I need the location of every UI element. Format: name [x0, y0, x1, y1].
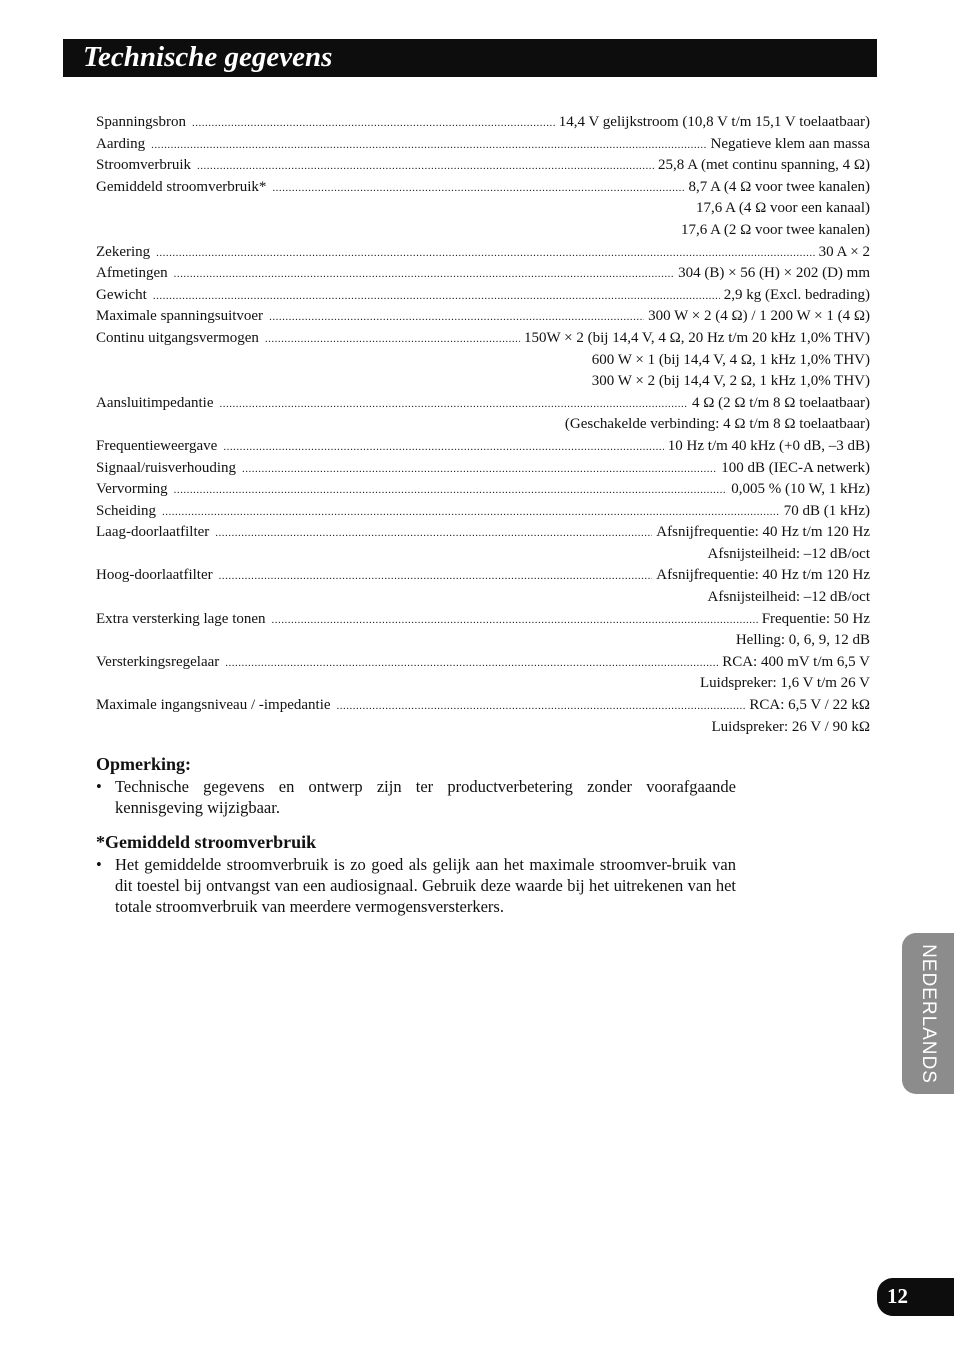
spec-label: Gemiddeld stroomverbruik*: [96, 178, 267, 195]
spec-value: 304 (B) × 56 (H) × 202 (D) mm: [678, 265, 870, 282]
page-title: Technische gegevens: [83, 41, 333, 73]
spec-label: Stroomverbruik: [96, 157, 191, 174]
spec-value: 17,6 A (4 Ω voor een kanaal): [695, 200, 870, 217]
spec-label: Aarding: [96, 135, 146, 152]
language-tab: [902, 933, 954, 1094]
spec-label: Afmetingen: [96, 265, 168, 282]
spec-row: [96, 544, 870, 566]
spec-row: [96, 177, 870, 199]
spec-value: 300 W × 2 (bij 14,4 V, 2 Ω, 1 kHz 1,0% THV): [591, 373, 870, 390]
spec-row: [96, 263, 870, 285]
spec-row: [96, 371, 870, 393]
spec-label: Spanningsbron: [96, 114, 186, 130]
page-number: 12: [887, 1284, 908, 1308]
note-item: [96, 776, 736, 818]
spec-label: Vervorming: [96, 481, 168, 498]
spec-list: [96, 112, 870, 738]
spec-value: 4 Ω (2 Ω t/m 8 Ω toelaatbaar): [692, 394, 870, 411]
dot-leader: [215, 523, 652, 545]
spec-row: [96, 414, 870, 436]
spec-row: [96, 501, 870, 523]
spec-row: [96, 673, 870, 695]
dot-leader: [269, 307, 644, 329]
power-note-heading: *Gemiddeld stroomverbruik: [96, 832, 317, 852]
spec-label: Extra versterking lage tonen: [96, 610, 266, 627]
dot-leader: [162, 502, 780, 524]
dot-leader: [156, 243, 814, 265]
spec-value: 14,4 V gelijkstroom (10,8 V t/m 15,1 V toelaatbaar): [558, 114, 870, 130]
dot-leader: [174, 264, 674, 286]
spec-row: [96, 479, 870, 501]
dot-leader: [192, 113, 555, 135]
spec-value: 150W × 2 (bij 14,4 V, 4 Ω, 20 Hz t/m 20 kHz 1,0% THV): [524, 329, 870, 346]
bullet: •: [96, 855, 102, 874]
dot-leader: [174, 480, 728, 502]
spec-label: Frequentieweergave: [96, 437, 218, 454]
note-text: Technische gegevens en ontwerp zijn ter productverbetering zonder voorafgaande kennisgeving wijzigbaar.: [115, 777, 736, 817]
page-number-tab: [877, 1278, 954, 1316]
spec-row: [96, 350, 870, 372]
dot-leader: [151, 135, 706, 157]
spec-row: [96, 587, 870, 609]
spec-value: 70 dB (1 kHz): [783, 502, 870, 519]
spec-value: 600 W × 1 (bij 14,4 V, 4 Ω, 1 kHz 1,0% THV): [591, 351, 870, 368]
spec-label: Scheiding: [96, 502, 156, 519]
spec-row: [96, 220, 870, 242]
spec-value: Afsnijfrequentie: 40 Hz t/m 120 Hz: [656, 524, 870, 541]
spec-value: Afsnijsteilheid: –12 dB/oct: [707, 589, 870, 606]
dot-leader: [153, 286, 720, 308]
spec-value: (Geschakelde verbinding: 4 Ω t/m 8 Ω toelaatbaar): [564, 416, 870, 433]
spec-row: [96, 652, 870, 674]
spec-row: [96, 630, 870, 652]
spec-value: Luidspreker: 26 V / 90 kΩ: [711, 718, 870, 735]
bullet: •: [96, 777, 102, 796]
dot-leader: [337, 696, 746, 718]
spec-row: [96, 436, 870, 458]
spec-label: Versterkingsregelaar: [96, 653, 220, 670]
spec-row: [96, 565, 870, 587]
spec-row: [96, 112, 870, 134]
dot-leader: [225, 653, 718, 675]
spec-value: Afsnijfrequentie: 40 Hz t/m 120 Hz: [656, 567, 870, 584]
spec-value: RCA: 6,5 V / 22 kΩ: [749, 697, 870, 714]
spec-row: [96, 285, 870, 307]
dot-leader: [242, 459, 717, 481]
spec-label: Hoog-doorlaatfilter: [96, 567, 213, 584]
spec-row: [96, 458, 870, 480]
spec-label: Aansluitimpedantie: [96, 394, 214, 411]
dot-leader: [265, 329, 520, 351]
spec-row: [96, 242, 870, 264]
dot-leader: [197, 156, 654, 178]
spec-row: [96, 134, 870, 156]
spec-value: 2,9 kg (Excl. bedrading): [723, 286, 870, 303]
spec-value: 17,6 A (2 Ω voor twee kanalen): [680, 221, 870, 238]
language-label: NEDERLANDS: [918, 943, 939, 1084]
spec-value: 100 dB (IEC-A netwerk): [721, 459, 870, 476]
spec-value: Luidspreker: 1,6 V t/m 26 V: [700, 675, 870, 692]
spec-label: Laag-doorlaatfilter: [96, 524, 210, 541]
title-bar: [63, 39, 877, 77]
spec-value: Frequentie: 50 Hz: [761, 610, 870, 627]
spec-value: Afsnijsteilheid: –12 dB/oct: [707, 545, 870, 562]
dot-leader: [223, 437, 663, 459]
spec-row: [96, 393, 870, 415]
spec-row: [96, 306, 870, 328]
notes-section: [96, 752, 736, 917]
spec-row: [96, 522, 870, 544]
dot-leader: [272, 178, 684, 200]
spec-row: [96, 695, 870, 717]
spec-label: Gewicht: [96, 286, 147, 303]
spec-label: Continu uitgangsvermogen: [96, 329, 259, 346]
spec-value: RCA: 400 mV t/m 6,5 V: [722, 653, 870, 670]
spec-row: [96, 609, 870, 631]
power-note-item: [96, 854, 736, 917]
spec-label: Maximale spanningsuitvoer: [96, 308, 264, 325]
spec-value: Helling: 0, 6, 9, 12 dB: [735, 632, 870, 649]
note-heading: Opmerking:: [96, 754, 192, 774]
spec-value: 8,7 A (4 Ω voor twee kanalen): [688, 178, 870, 195]
spec-value: 300 W × 2 (4 Ω) / 1 200 W × 1 (4 Ω): [648, 308, 870, 325]
spec-row: [96, 328, 870, 350]
spec-value: 0,005 % (10 W, 1 kHz): [731, 481, 870, 498]
spec-row: [96, 155, 870, 177]
power-note-text: Het gemiddelde stroomverbruik is zo goed als gelijk aan het maximale stroomver-bruik van dit toestel bij ontvangst van een audiosignaal. Gebruik deze waarde bij het uitrekenen van het totale stroomverbruik van meerdere vermogensversterkers.: [115, 855, 736, 916]
spec-row: [96, 717, 870, 739]
dot-leader: [219, 394, 688, 416]
spec-value: 25,8 A (met continu spanning, 4 Ω): [658, 157, 870, 174]
spec-value: Negatieve klem aan massa: [710, 135, 870, 152]
spec-label: Signaal/ruisverhouding: [96, 459, 236, 476]
spec-value: 30 A × 2: [818, 243, 870, 260]
spec-label: Maximale ingangsniveau / -impedantie: [96, 697, 331, 714]
dot-leader: [272, 610, 758, 632]
spec-value: 10 Hz t/m 40 kHz (+0 dB, –3 dB): [667, 437, 870, 454]
dot-leader: [219, 566, 653, 588]
spec-row: [96, 198, 870, 220]
spec-label: Zekering: [96, 243, 151, 260]
